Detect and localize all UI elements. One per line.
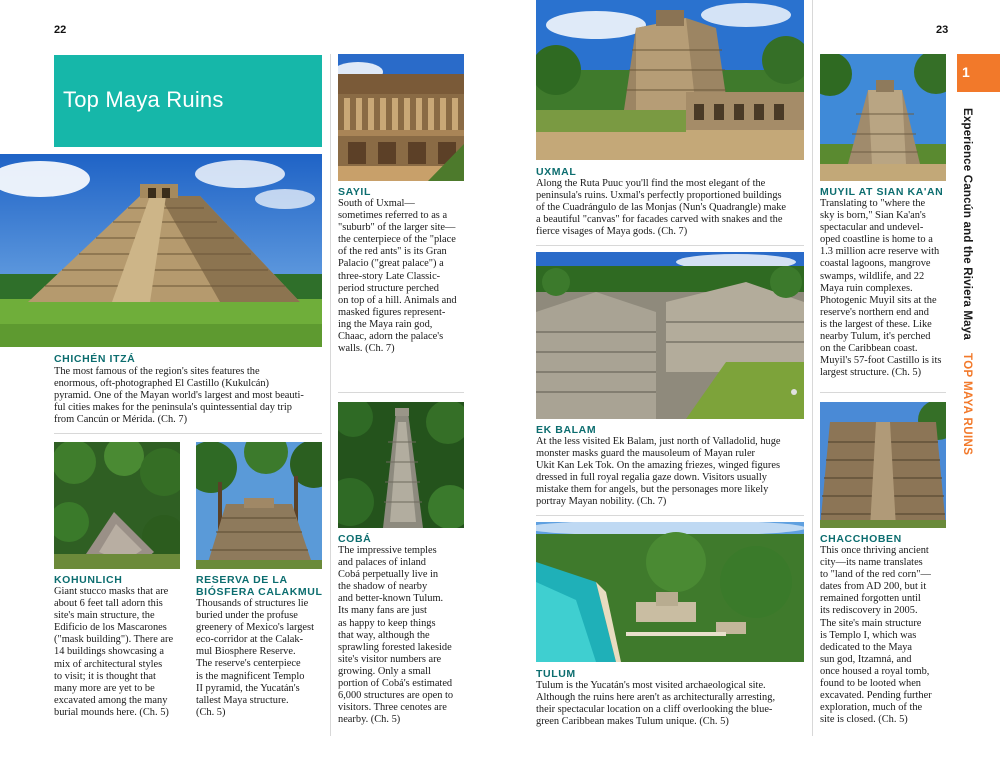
book-title: Experience Cancún and the Riviera Maya	[961, 108, 973, 340]
calakmul-heading: RESERVA DE LA BIÓSFERA CALAKMUL	[196, 574, 323, 598]
tulum-heading: TULUM	[536, 668, 576, 680]
running-head	[961, 108, 973, 456]
section-rule	[820, 392, 946, 393]
column-rule	[812, 0, 813, 736]
page-title: Top Maya Ruins	[63, 87, 224, 112]
chapter-tab	[957, 54, 1000, 92]
title-banner	[54, 55, 322, 147]
tulum-text: Tulum is the Yucatán's most visited archaeological site. Although the ruins here aren't as architecturally arresting, their spectacular location on a cliff overlooking the blue- green Caribbean makes Tulum unique. (Ch. 5)	[536, 680, 776, 728]
muyil-photo	[820, 54, 946, 181]
calakmul-text: Thousands of structures lie buried under the profuse greenery of Mexico's largest eco-corridor at the Calak- mul Biosphere Reserve. The reserve's centerpiece is the magnificent Templo II pyramid, the Yucatán's tallest Maya structure. (Ch. 5)	[196, 598, 314, 718]
sayil-text: South of Uxmal— sometimes referred to as a "suburb" of the larger site— the centerpiece of the "place of the red ants" is its Gran Palacio ("great palace") a three-story Late Classic- period structure perched on top of a hill. Animals and masked figures represent- ing the Maya rain god, Chaac, adorn the palace's walls. (Ch. 7)	[338, 198, 457, 355]
page-number-left: 22	[54, 24, 67, 36]
muyil-heading: MUYIL AT SIAN KA'AN	[820, 186, 944, 198]
muyil-text: Translating to "where the sky is born," Sian Ka'an's spectacular and undevel- oped coastline is home to a 1.3 million acre reserve with coastal lagoons, mangrove swamps, wildlife, and 22 Maya ruin complexes. Photogenic Muyil sits at the reserve's northern end and is the largest of these. Like nearby Tulum, it's perched on the Caribbean coast. Muyil's 57-foot Castillo is its largest structure. (Ch. 5)	[820, 198, 942, 379]
section-rule	[54, 433, 322, 434]
section-rule	[338, 392, 464, 393]
chichen-itza-photo	[0, 154, 322, 347]
column-rule	[330, 54, 331, 736]
chapter-number: 1	[962, 64, 970, 80]
tulum-photo	[536, 522, 804, 662]
section-rule	[536, 245, 804, 246]
chacchoben-text: This once thriving ancient city—its name translates to "land of the red corn"— dates from AD 200, but it remained forgotten until its rediscovery in 2005. The site's main structure is Templo I, which was dedicated to the Maya sun god, Itzamná, and once housed a royal tomb, found to be looted when excavated. Pending further exploration, much of the site is closed. (Ch. 5)	[820, 545, 932, 726]
uxmal-text: Along the Ruta Puuc you'll find the most elegant of the peninsula's ruins. Uxmal's perfectly proportioned buildings of the Cuadrángulo de las Monjas (Nun's Quadrangle) make a beautiful "canvas" for facades carved with snakes and the fierce visages of Maya gods. (Ch. 7)	[536, 178, 787, 238]
ek-balam-heading: EK BALAM	[536, 424, 597, 436]
uxmal-photo	[536, 0, 804, 160]
kohunlich-photo	[54, 442, 180, 569]
kohunlich-heading: KOHUNLICH	[54, 574, 123, 586]
coba-heading: COBÁ	[338, 533, 372, 545]
kohunlich-text: Giant stucco masks that are about 6 feet tall adorn this site's main structure, the Edificio de los Mascarones ("mask building"). There are 14 buildings showcasing a mix of architectural styles to visit; it is thought that many more are yet to be excavated among the many burial mounds here. (Ch. 5)	[54, 586, 174, 718]
sayil-photo	[338, 54, 464, 181]
uxmal-heading: UXMAL	[536, 166, 577, 178]
chichen-itza-heading: CHICHÉN ITZÁ	[54, 353, 136, 365]
chichen-itza-text: The most famous of the region's sites features the enormous, oft-photographed El Castillo (Kukulcán) pyramid. One of the Mayan world's largest and most beauti- ful cities makes for the peninsula's quintessential day trip from Cancún or Mérida. (Ch. 7)	[54, 366, 304, 426]
section-rule	[536, 515, 804, 516]
page-number-right: 23	[936, 24, 949, 36]
coba-photo	[338, 402, 464, 528]
chacchoben-photo	[820, 402, 946, 528]
sayil-heading: SAYIL	[338, 186, 371, 198]
calakmul-photo	[196, 442, 322, 569]
ek-balam-text: At the less visited Ek Balam, just north of Valladolid, huge monster masks guard the mausoleum of Mayan ruler Ukit Kan Lek Tok. On the amazing friezes, winged figures dressed in full royal regalia gaze down. Visitors usually mistake them for angels, but the personages more likely portray Mayan nobility. (Ch. 7)	[536, 436, 781, 508]
ek-balam-photo	[536, 252, 804, 419]
chacchoben-heading: CHACCHOBEN	[820, 533, 902, 545]
coba-text: The impressive temples and palaces of inland Cobá perpetually live in the shadow of nearby and better-known Tulum. Its many fans are just as happy to keep things that way, although the sprawling forested lakeside site's visitor numbers are growing. Only a small portion of Cobá's estimated 6,000 structures are open to visitors. Three cenotes are nearby. (Ch. 5)	[338, 545, 454, 726]
section-title: TOP MAYA RUINS	[961, 353, 973, 456]
